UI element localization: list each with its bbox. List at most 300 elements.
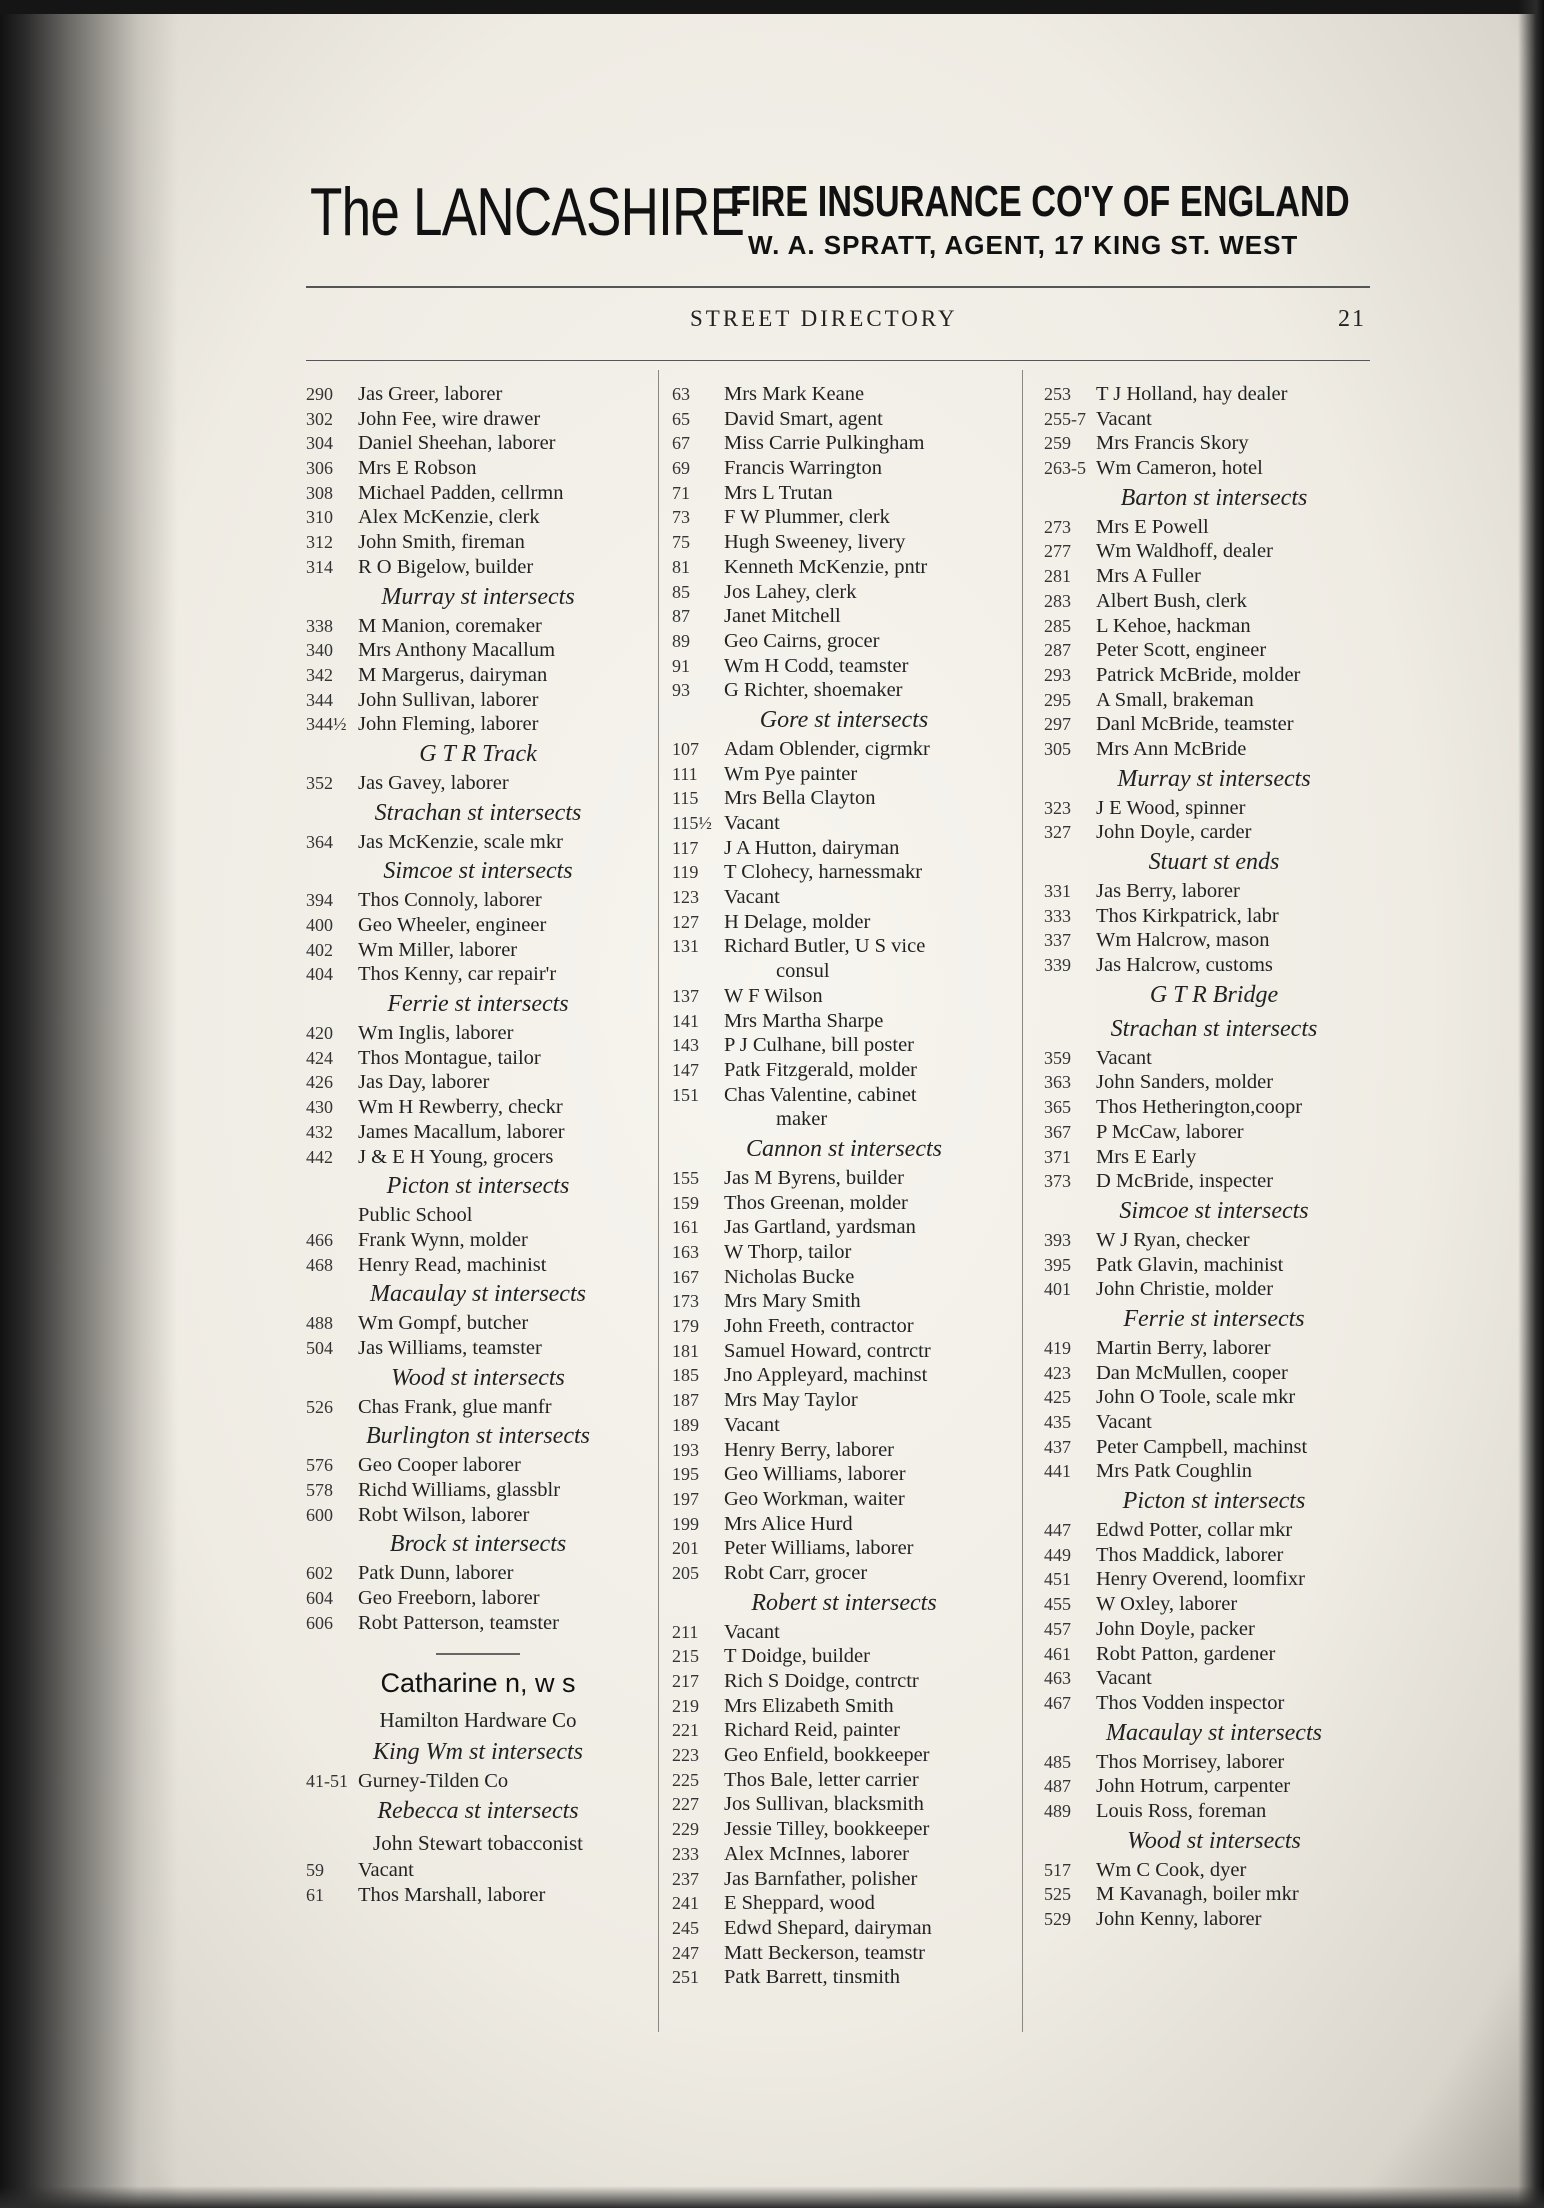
street-heading: Catharine n, w s xyxy=(380,1668,576,1699)
resident-name: Geo Williams, laborer xyxy=(724,1463,906,1486)
directory-entry xyxy=(672,1413,1016,1438)
house-number: 189 xyxy=(672,1414,699,1435)
resident-name: Vacant xyxy=(1096,1411,1152,1433)
resident-name: Kenneth McKenzie, pntr xyxy=(724,555,928,578)
resident-name: P McCaw, laborer xyxy=(1096,1120,1244,1143)
resident-name: Janet Mitchell xyxy=(724,605,841,628)
cross-street-heading: Simcoe st intersects xyxy=(383,858,573,885)
directory-entry xyxy=(1044,796,1384,821)
directory-entry xyxy=(1044,564,1384,589)
directory-entry xyxy=(1044,1228,1384,1253)
house-number: 600 xyxy=(306,1504,333,1525)
directory-entry xyxy=(1044,663,1384,688)
house-number: 215 xyxy=(672,1646,699,1667)
house-number: 167 xyxy=(672,1266,699,1287)
directory-entry xyxy=(1044,1666,1384,1691)
cross-street-heading: Stuart st ends xyxy=(1148,849,1280,875)
directory-entry xyxy=(306,1070,650,1095)
resident-name: Vacant xyxy=(1096,1667,1152,1690)
house-number: 451 xyxy=(1044,1569,1071,1590)
house-number: 287 xyxy=(1044,640,1071,661)
resident-name: Mrs Francis Skory xyxy=(1096,432,1249,455)
house-number: 285 xyxy=(1044,615,1071,636)
resident-name: James Macallum, laborer xyxy=(358,1120,565,1143)
house-number: 447 xyxy=(1044,1520,1071,1541)
house-number: 179 xyxy=(672,1316,699,1337)
house-number: 119 xyxy=(672,862,699,883)
resident-name: W J Ryan, checker xyxy=(1096,1228,1250,1251)
directory-entry xyxy=(672,762,1016,787)
resident-name: Jas Halcrow, customs xyxy=(1096,954,1273,977)
house-number: 159 xyxy=(672,1192,699,1213)
directory-entry xyxy=(672,1215,1016,1240)
house-number: 455 xyxy=(1044,1594,1071,1615)
house-number: 115 xyxy=(672,788,699,809)
house-number: 65 xyxy=(672,408,690,429)
resident-name: Henry Overend, loomfixr xyxy=(1096,1568,1305,1591)
resident-name: Mrs A Fuller xyxy=(1096,565,1201,588)
resident-name: Thos Connoly, laborer xyxy=(358,889,542,912)
resident-name: Thos Marshall, laborer xyxy=(358,1883,546,1906)
advertisement-header xyxy=(300,172,1380,282)
house-number: 85 xyxy=(672,581,690,602)
resident-name: Geo Freeborn, laborer xyxy=(358,1587,540,1610)
resident-name: John Doyle, carder xyxy=(1096,821,1252,844)
directory-entry xyxy=(1044,1253,1384,1278)
resident-name: Vacant xyxy=(358,1859,414,1882)
house-number: 87 xyxy=(672,606,690,627)
resident-name: Wm C Cook, dyer xyxy=(1096,1858,1247,1881)
house-number: 229 xyxy=(672,1819,699,1840)
directory-entry xyxy=(306,1021,650,1046)
directory-entry xyxy=(1044,1385,1384,1410)
house-number: 197 xyxy=(672,1488,699,1509)
directory-entry xyxy=(672,1438,1016,1463)
resident-name: Public School xyxy=(358,1204,473,1227)
directory-entry xyxy=(1044,1518,1384,1543)
house-number: 364 xyxy=(306,831,333,852)
directory-entry xyxy=(1044,1774,1384,1799)
resident-name: Chas Valentine, cabinet xyxy=(724,1083,917,1106)
house-number: 259 xyxy=(1044,433,1071,454)
section-divider xyxy=(436,1653,520,1655)
house-number: 93 xyxy=(672,680,690,701)
directory-entry xyxy=(672,1166,1016,1191)
resident-name: Jas Williams, teamster xyxy=(358,1336,542,1359)
resident-name: M Kavanagh, boiler mkr xyxy=(1096,1883,1299,1906)
house-number: 211 xyxy=(672,1621,699,1642)
directory-entry xyxy=(306,505,650,530)
resident-name: T Clohecy, harnessmakr xyxy=(724,861,923,884)
directory-entry xyxy=(306,1769,650,1794)
scan-edge-bottom xyxy=(0,2186,1544,2208)
resident-name: D McBride, inspecter xyxy=(1096,1170,1274,1193)
directory-entry xyxy=(672,604,1016,629)
directory-entry xyxy=(672,629,1016,654)
directory-entry xyxy=(1044,589,1384,614)
cross-street-heading: G T R Track xyxy=(419,740,537,767)
house-number: 187 xyxy=(672,1390,699,1411)
resident-name: John Doyle, packer xyxy=(1096,1617,1255,1640)
resident-name: Mrs Anthony Macallum xyxy=(358,639,556,662)
house-number: 277 xyxy=(1044,541,1071,562)
house-number: 59 xyxy=(306,1860,324,1881)
scan-edge-top xyxy=(0,0,1544,14)
resident-name: Thos Kirkpatrick, labr xyxy=(1096,904,1279,927)
resident-name: Robt Carr, grocer xyxy=(724,1561,868,1584)
resident-name: Wm Miller, laborer xyxy=(358,938,518,961)
resident-name: Martin Berry, laborer xyxy=(1096,1336,1271,1359)
resident-name: Chas Frank, glue manfr xyxy=(358,1395,552,1418)
house-number: 89 xyxy=(672,630,690,651)
cross-street-heading: Rebecca st intersects xyxy=(377,1798,579,1825)
house-number: 393 xyxy=(1044,1229,1071,1250)
resident-name: L Kehoe, hackman xyxy=(1096,614,1251,637)
resident-name: Peter Scott, engineer xyxy=(1096,639,1267,662)
resident-name: Jas Greer, laborer xyxy=(358,383,503,405)
resident-name: Thos Greenan, molder xyxy=(724,1191,908,1214)
directory-entry xyxy=(306,1395,650,1420)
directory-entry xyxy=(672,1388,1016,1413)
resident-name: Thos Maddick, laborer xyxy=(1096,1543,1284,1566)
directory-entry xyxy=(672,530,1016,555)
house-number: 227 xyxy=(672,1794,699,1815)
house-number: 352 xyxy=(306,772,333,793)
resident-name: J E Wood, spinner xyxy=(1096,796,1246,819)
resident-name: Mrs Patk Coughlin xyxy=(1096,1460,1253,1483)
directory-entry xyxy=(672,1033,1016,1058)
directory-entry xyxy=(672,1462,1016,1487)
directory-entry xyxy=(306,1311,650,1336)
house-number: 401 xyxy=(1044,1279,1071,1300)
directory-entry xyxy=(1044,928,1384,953)
house-number: 127 xyxy=(672,911,699,932)
resident-name: M Margerus, dairyman xyxy=(358,663,548,686)
house-number: 201 xyxy=(672,1538,699,1559)
house-number: 365 xyxy=(1044,1097,1071,1118)
house-number: 75 xyxy=(672,532,690,553)
resident-name: Francis Warrington xyxy=(724,457,882,480)
directory-entry xyxy=(672,1644,1016,1669)
resident-name: J A Hutton, dairyman xyxy=(724,836,900,859)
house-number: 371 xyxy=(1044,1146,1071,1167)
directory-entry xyxy=(672,860,1016,885)
resident-name: Geo Cairns, grocer xyxy=(724,629,880,652)
house-number: 437 xyxy=(1044,1436,1071,1457)
house-number: 442 xyxy=(306,1146,333,1167)
house-number: 61 xyxy=(306,1884,324,1905)
resident-name: John Christie, molder xyxy=(1096,1278,1274,1301)
resident-name: John Kenny, laborer xyxy=(1096,1908,1262,1930)
directory-entry xyxy=(672,1965,1016,1990)
header-agent-line: W. A. SPRATT, AGENT, 17 KING ST. WEST xyxy=(748,230,1299,260)
page-title: STREET DIRECTORY xyxy=(690,306,958,331)
resident-name: Daniel Sheehan, laborer xyxy=(358,432,556,455)
house-number: 173 xyxy=(672,1291,699,1312)
directory-entry xyxy=(306,771,650,796)
resident-name: Mrs Elizabeth Smith xyxy=(724,1694,894,1717)
resident-name: Mrs Mary Smith xyxy=(724,1290,861,1313)
house-number: 137 xyxy=(672,985,699,1006)
house-number: 293 xyxy=(1044,664,1071,685)
directory-entry xyxy=(1044,1361,1384,1386)
directory-entry xyxy=(672,1487,1016,1512)
directory-entry xyxy=(1044,1095,1384,1120)
house-number: 466 xyxy=(306,1229,333,1250)
house-number: 489 xyxy=(1044,1800,1071,1821)
directory-column-1 xyxy=(306,382,650,1908)
resident-name: Geo Wheeler, engineer xyxy=(358,914,547,936)
directory-entry xyxy=(306,1120,650,1145)
directory-entry xyxy=(1044,953,1384,978)
directory-entry xyxy=(306,1203,650,1228)
directory-entry xyxy=(672,1083,1016,1108)
directory-entry xyxy=(672,1743,1016,1768)
house-number: 340 xyxy=(306,640,333,661)
house-number: 338 xyxy=(306,615,333,636)
business-entry: John Stewart tobacconist xyxy=(373,1831,583,1856)
house-number: 273 xyxy=(1044,516,1071,537)
house-number: 504 xyxy=(306,1337,333,1358)
directory-entry xyxy=(672,456,1016,481)
resident-name: John Smith, fireman xyxy=(358,531,525,554)
resident-name: Mrs Bella Clayton xyxy=(724,787,876,810)
cross-street-heading: Ferrie st intersects xyxy=(387,991,569,1018)
resident-name: M Manion, coremaker xyxy=(358,614,542,637)
resident-name: Vacant xyxy=(724,1413,780,1436)
house-number: 441 xyxy=(1044,1461,1071,1482)
resident-name: Robt Wilson, laborer xyxy=(358,1503,530,1526)
house-number: 263-5 xyxy=(1044,458,1086,479)
directory-entry xyxy=(672,1891,1016,1916)
resident-name: Thos Morrisey, laborer xyxy=(1096,1750,1285,1773)
directory-entry xyxy=(306,1586,650,1611)
resident-name: Mrs E Robson xyxy=(358,457,477,480)
directory-entry xyxy=(1044,1907,1384,1932)
resident-name: Patk Glavin, machinist xyxy=(1096,1253,1284,1276)
house-number: 195 xyxy=(672,1464,699,1485)
directory-entry xyxy=(306,663,650,688)
directory-entry xyxy=(1044,904,1384,929)
directory-entry xyxy=(1044,1799,1384,1824)
resident-name: Alex McInnes, laborer xyxy=(724,1842,910,1865)
house-number: 199 xyxy=(672,1513,699,1534)
house-number: 155 xyxy=(672,1167,699,1188)
directory-entry xyxy=(1044,382,1384,407)
house-number: 602 xyxy=(306,1563,333,1584)
house-number: 337 xyxy=(1044,930,1071,951)
resident-name: Albert Bush, clerk xyxy=(1096,589,1247,612)
directory-entry xyxy=(306,1046,650,1071)
house-number: 91 xyxy=(672,655,690,676)
resident-name: Wm Gompf, butcher xyxy=(358,1312,529,1335)
cross-street-heading: Murray st intersects xyxy=(381,583,575,610)
directory-entry xyxy=(306,1336,650,1361)
directory-entry xyxy=(1044,407,1384,432)
house-number: 63 xyxy=(672,384,690,404)
house-number: 323 xyxy=(1044,797,1071,818)
directory-entry xyxy=(306,913,650,938)
cross-street-heading: Barton st intersects xyxy=(1120,484,1308,511)
resident-name: Vacant xyxy=(724,812,780,834)
resident-name: E Sheppard, wood xyxy=(724,1892,875,1915)
directory-entry xyxy=(672,885,1016,910)
resident-name: Jos Lahey, clerk xyxy=(724,580,857,603)
directory-entry xyxy=(1044,1459,1384,1484)
resident-name: Patk Fitzgerald, molder xyxy=(724,1058,917,1081)
house-number: 373 xyxy=(1044,1171,1071,1192)
directory-entry xyxy=(672,431,1016,456)
directory-entry xyxy=(672,555,1016,580)
cross-street-heading: Gore st intersects xyxy=(759,706,929,733)
house-number: 185 xyxy=(672,1365,699,1386)
house-number: 425 xyxy=(1044,1387,1071,1408)
resident-name: Patk Barrett, tinsmith xyxy=(724,1966,900,1989)
cross-street-heading: Wood st intersects xyxy=(391,1364,565,1391)
resident-name: Mrs Martha Sharpe xyxy=(724,1009,884,1032)
directory-entry xyxy=(672,1768,1016,1793)
directory-entry xyxy=(306,1253,650,1278)
house-number: 308 xyxy=(306,482,333,503)
resident-name: T J Holland, hay dealer xyxy=(1096,383,1288,405)
resident-name: Geo Cooper laborer xyxy=(358,1454,521,1477)
header-company-line: FIRE INSURANCE CO'Y OF ENGLAND xyxy=(730,177,1350,226)
directory-column-2 xyxy=(672,382,1016,1990)
house-number: 219 xyxy=(672,1695,699,1716)
cross-street-heading: G T R Bridge xyxy=(1149,981,1279,1008)
house-number: 339 xyxy=(1044,955,1071,976)
directory-entry xyxy=(1044,1336,1384,1361)
resident-name: Geo Enfield, bookkeeper xyxy=(724,1744,930,1767)
directory-entry xyxy=(672,407,1016,432)
resident-name: Thos Vodden inspector xyxy=(1096,1691,1285,1714)
house-number: 69 xyxy=(672,458,690,479)
house-number: 394 xyxy=(306,890,333,911)
resident-name: Jas Barnfather, polisher xyxy=(724,1867,918,1890)
resident-name: Mrs May Taylor xyxy=(724,1389,858,1412)
house-number: 306 xyxy=(306,458,333,479)
resident-name: John Sullivan, laborer xyxy=(358,688,539,711)
directory-entry xyxy=(306,555,650,580)
resident-name: Thos Montague, tailor xyxy=(358,1046,541,1069)
directory-entry xyxy=(306,688,650,713)
directory-entry xyxy=(306,456,650,481)
house-number: 245 xyxy=(672,1917,699,1938)
directory-entry xyxy=(672,1339,1016,1364)
resident-name: A Small, brakeman xyxy=(1096,688,1254,711)
directory-entry xyxy=(672,1265,1016,1290)
directory-entry xyxy=(306,1453,650,1478)
directory-entry xyxy=(672,984,1016,1009)
directory-entry xyxy=(1044,712,1384,737)
house-number: 463 xyxy=(1044,1668,1071,1689)
resident-name: John Fee, wire drawer xyxy=(358,407,541,430)
directory-entry xyxy=(672,1792,1016,1817)
house-number: 81 xyxy=(672,556,690,577)
house-number: 297 xyxy=(1044,714,1071,735)
directory-column-3 xyxy=(1044,382,1384,1932)
cross-street-heading: Burlington st intersects xyxy=(366,1423,590,1450)
directory-entry xyxy=(672,1669,1016,1694)
resident-name: Jas Gartland, yardsman xyxy=(724,1216,916,1239)
page-number: 21 xyxy=(1338,306,1366,332)
house-number: 424 xyxy=(306,1047,333,1068)
resident-name: Mrs Alice Hurd xyxy=(724,1512,853,1535)
directory-entry xyxy=(1044,614,1384,639)
directory-entry xyxy=(672,1289,1016,1314)
house-number: 576 xyxy=(306,1455,333,1476)
directory-entry xyxy=(1044,1592,1384,1617)
resident-name: Mrs L Trutan xyxy=(724,481,833,504)
house-number: 606 xyxy=(306,1612,333,1633)
house-number: 426 xyxy=(306,1072,333,1093)
house-number: 604 xyxy=(306,1588,333,1609)
directory-entry xyxy=(306,1883,650,1908)
resident-name: P J Culhane, bill poster xyxy=(724,1034,914,1057)
house-number: 449 xyxy=(1044,1544,1071,1565)
resident-name: Frank Wynn, molder xyxy=(358,1228,528,1251)
directory-entry xyxy=(672,1842,1016,1867)
cross-street-heading: Ferrie st intersects xyxy=(1123,1305,1305,1332)
resident-name: Wm Pye painter xyxy=(724,762,858,785)
directory-entry xyxy=(1044,1642,1384,1667)
book-binding-shadow xyxy=(0,0,178,2208)
cross-street-heading: Wood st intersects xyxy=(1127,1827,1301,1854)
resident-name: Danl McBride, teamster xyxy=(1096,713,1294,736)
house-number: 578 xyxy=(306,1480,333,1500)
house-number: 419 xyxy=(1044,1337,1071,1358)
directory-entry xyxy=(672,1867,1016,1892)
directory-entry xyxy=(672,1512,1016,1537)
directory-entry xyxy=(672,1058,1016,1083)
directory-entry xyxy=(1044,1070,1384,1095)
directory-entry xyxy=(306,1858,650,1883)
directory-entry xyxy=(306,1503,650,1528)
resident-name: Henry Berry, laborer xyxy=(724,1438,894,1461)
directory-entry xyxy=(306,431,650,456)
resident-name: Jas M Byrens, builder xyxy=(724,1166,904,1189)
house-number: 420 xyxy=(306,1023,333,1044)
resident-name: Patk Dunn, laborer xyxy=(358,1562,514,1585)
resident-name: Robt Patterson, teamster xyxy=(358,1611,559,1634)
directory-entry xyxy=(672,1620,1016,1645)
directory-entry xyxy=(306,382,650,407)
cross-street-heading: Picton st intersects xyxy=(1122,1488,1306,1515)
directory-entry xyxy=(1044,688,1384,713)
directory-entry xyxy=(306,638,650,663)
house-number: 233 xyxy=(672,1843,699,1864)
house-number: 217 xyxy=(672,1671,699,1691)
resident-name: Samuel Howard, contrctr xyxy=(724,1339,931,1362)
directory-entry xyxy=(672,505,1016,530)
directory-entry xyxy=(672,1694,1016,1719)
directory-entry xyxy=(1044,1617,1384,1642)
resident-name: W Thorp, tailor xyxy=(724,1241,852,1263)
directory-entry xyxy=(306,962,650,987)
house-number: 461 xyxy=(1044,1643,1071,1664)
directory-entry xyxy=(672,1941,1016,1966)
resident-name: Peter Campbell, machinst xyxy=(1096,1435,1308,1458)
directory-entry xyxy=(306,1561,650,1586)
house-number: 312 xyxy=(306,532,333,553)
directory-entry xyxy=(306,407,650,432)
house-number: 304 xyxy=(306,433,333,454)
resident-name: Jos Sullivan, blacksmith xyxy=(724,1793,924,1816)
cross-street-heading: Simcoe st intersects xyxy=(1119,1197,1309,1224)
cross-street-heading: Brock st intersects xyxy=(389,1531,567,1558)
resident-name: W Oxley, laborer xyxy=(1096,1593,1238,1616)
column-separator xyxy=(1022,370,1023,2032)
